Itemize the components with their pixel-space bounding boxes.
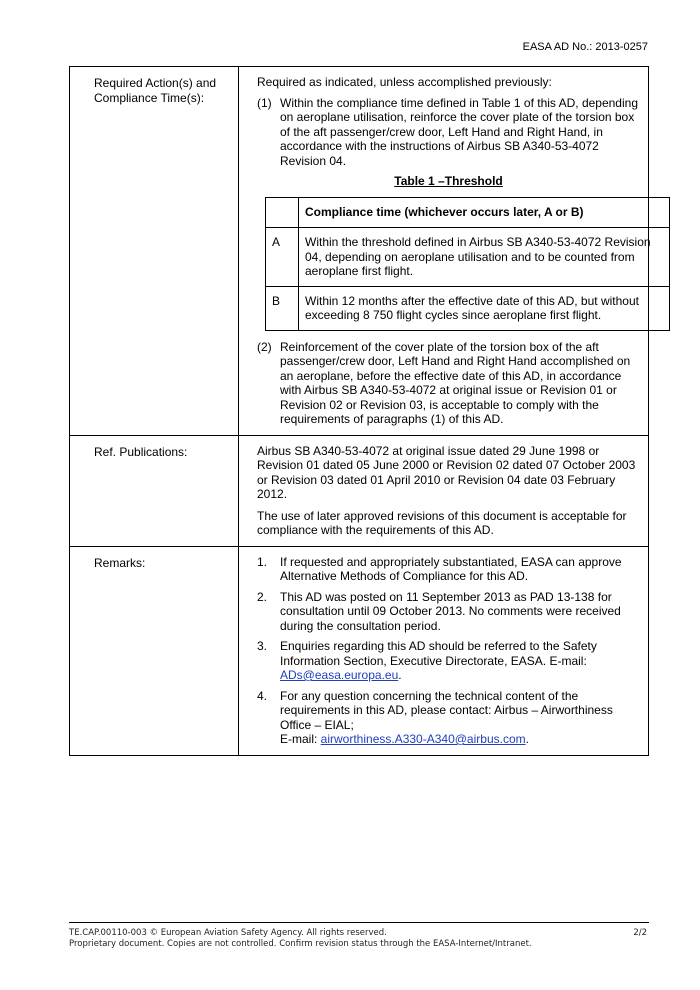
required-item-1-text: Within the compliance time defined in Table 1 of this AD, depending on aeroplane utilisation, reinforce the cover plate of the torsion box of the aft passenger/crew door, Left Hand and Right Hand, in accordance with the instructions of Airbus SB A340-53-4072 Revision 04. xyxy=(280,95,638,168)
threshold-row-text: Within 12 months after the effective date of this AD, but without exceeding 8 750 flight cycles since aeroplane first flight. xyxy=(299,286,670,330)
required-item-2-text: Reinforcement of the cover plate of the torsion box of the aft passenger/crew door, Left Hand and Right Hand accomplished on an aeroplane, before the effective date of this AD, in accordance with Airbus SB A340-53-4072 at original issue or Revision 01 or Revision 02 or Revision 03, is acceptable to comply with the requirements of paragraphs (1) of this AD. xyxy=(280,339,631,426)
remark-4-text: For any question concerning the technical content of the requirements in this AD, please contact: Airbus – Airworthiness Office – EIAL; xyxy=(280,688,613,732)
footer-divider xyxy=(69,922,649,923)
remark-4-body xyxy=(280,689,640,747)
required-actions-row xyxy=(70,67,649,436)
airbus-email-link[interactable]: airworthiness.A330-A340@airbus.com xyxy=(320,732,526,746)
remark-2 xyxy=(257,590,640,634)
remark-4-number: 4. xyxy=(257,688,268,703)
easa-email-link[interactable]: ADs@easa.europa.eu xyxy=(280,668,399,682)
footer-copyright: TE.CAP.00110-003 © European Aviation Safety Agency. All rights reserved. xyxy=(69,928,387,938)
remark-2-number: 2. xyxy=(257,589,268,604)
threshold-table xyxy=(265,197,670,331)
remark-1-text: If requested and appropriately substantiated, EASA can approve Alternative Methods of Compliance for this AD. xyxy=(280,554,622,583)
remark-1 xyxy=(257,555,640,584)
ref-publications-content xyxy=(239,435,649,546)
remarks-label: Remarks: xyxy=(70,546,239,755)
footer-disclaimer: Proprietary document. Copies are not controlled. Confirm revision status through the EASA-Internet/Intranet. xyxy=(69,939,532,949)
threshold-header-empty xyxy=(266,197,299,228)
remarks-content xyxy=(239,546,649,755)
required-item-1 xyxy=(257,96,640,169)
remark-2-text: This AD was posted on 11 September 2013 as PAD 13-138 for consultation until 09 October 2013. No comments were received during the consultation period. xyxy=(280,589,621,633)
remark-4 xyxy=(257,689,640,747)
remark-3-number: 3. xyxy=(257,639,268,653)
threshold-row-a xyxy=(266,228,670,287)
threshold-row-text: Within the threshold defined in Airbus SB A340-53-4072 Revision 04, depending on aeroplane utilisation and to be counted from aeroplane first flight. xyxy=(299,228,670,287)
ad-details-table xyxy=(69,66,649,756)
page-footer xyxy=(69,928,649,950)
ref-publications-para-1: Airbus SB A340-53-4072 at original issue dated 29 June 1998 or Revision 01 dated 05 June 2000 or Revision 02 dated 07 October 2003 or Revision 03 dated 01 April 2010 or Revision 04 date 03 February 2012. xyxy=(257,443,636,501)
required-item-1-number: (1) xyxy=(257,95,272,110)
threshold-table-title: Table 1 –Threshold xyxy=(394,174,503,188)
remark-1-number: 1. xyxy=(257,554,268,569)
required-actions-content xyxy=(239,67,649,436)
threshold-row-letter: B xyxy=(266,286,299,330)
ref-publications-label: Ref. Publications: xyxy=(70,435,239,546)
remark-3-period: . xyxy=(398,668,402,682)
remark-3-body xyxy=(280,639,640,683)
remarks-row xyxy=(70,546,649,755)
ref-publications-row xyxy=(70,435,649,546)
remark-4-period: . xyxy=(525,732,529,746)
required-item-2 xyxy=(257,340,640,427)
required-intro: Required as indicated, unless accomplished previously: xyxy=(257,75,552,89)
threshold-row-letter: A xyxy=(266,228,299,287)
required-item-2-number: (2) xyxy=(257,339,272,354)
threshold-table-header-row xyxy=(266,197,670,228)
remark-3-text: Enquiries regarding this AD should be referred to the Safety Information Section, Executive Directorate, EASA. E-mail: xyxy=(280,639,597,668)
ad-number-header: EASA AD No.: 2013-0257 xyxy=(522,41,648,53)
remark-3 xyxy=(257,639,640,683)
required-actions-label: Required Action(s) and Compliance Time(s): xyxy=(70,67,239,436)
ref-publications-para-2: The use of later approved revisions of this document is acceptable for compliance with the requirements of this AD. xyxy=(257,508,627,537)
page-number: 2/2 xyxy=(633,928,647,938)
threshold-row-b xyxy=(266,286,670,330)
remark-4-email-prefix: E-mail: xyxy=(280,732,321,746)
threshold-table-header: Compliance time (whichever occurs later, A or B) xyxy=(299,197,670,228)
